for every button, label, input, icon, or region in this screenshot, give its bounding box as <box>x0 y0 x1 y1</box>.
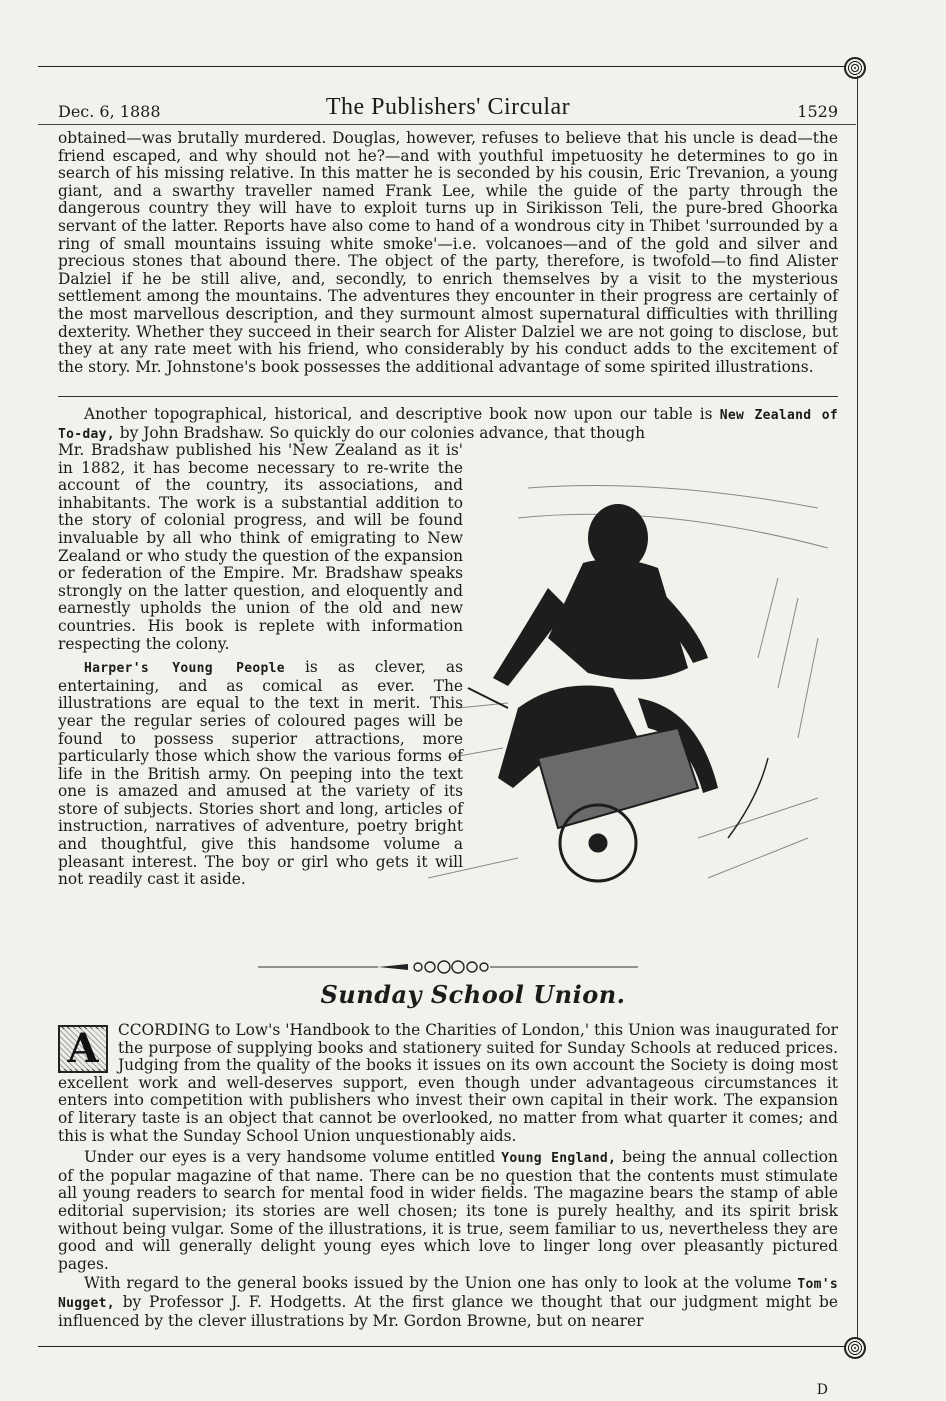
top-rule <box>38 66 856 67</box>
book-title-young-england: Young England, <box>501 1151 617 1167</box>
issue-date: Dec. 6, 1888 <box>58 102 161 121</box>
continuation-block <box>58 130 838 376</box>
dropcap-letter <box>58 1025 108 1073</box>
wheelbarrow-boy-illustration <box>398 458 840 936</box>
union-text-1: CCORDING to Low's 'Handbook to the Charities of London,' this Union was inaugurated for the purpose of supplying books and stationery suited for Sunday Schools at reduced prices. Judging from the quality of the books it issues on its own account the Society is doing most excellent work and well-deserves support, even though under advantageous circumstances it enters into competition with publishers who invest their own capital in their work. The expansion of literary taste is an object that cannot be overlooked, no matter from what quarter it comes; and this is what the Sunday School Union unquestionably aids. <box>58 1021 838 1145</box>
ornamental-divider <box>258 960 638 974</box>
union-text-2a: Under our eyes is a very handsome volume entitled <box>84 1148 496 1167</box>
page-header <box>58 94 838 126</box>
corner-ornament-icon <box>844 1337 866 1359</box>
page-number: 1529 <box>797 102 838 121</box>
book-title-harpers: Harper's Young People <box>84 661 285 677</box>
dropcap-glyph: A <box>60 1029 106 1069</box>
new-zealand-review <box>58 406 838 443</box>
new-zealand-body: Mr. Bradshaw published his 'New Zealand as it is' in 1882, it has become necessary to re-write the account of the country, its associations, and inhabitants. The work is a substantial addition to the story of colonial progress, and will be found invaluable by all who think of emigrating to New Zealand or who study the question of the expansion or federation of the Empire. Mr. Bradshaw speaks strongly on the latter question, and eloquently and earnestly upholds the union of the old and new countries. His book is replete with information respecting the colony. <box>58 441 463 653</box>
intro-text-cont: by John Bradshaw. So quickly do our colonies advance, that though <box>119 423 646 442</box>
signature-mark: D <box>816 1382 828 1398</box>
sunday-school-union-block <box>58 1022 838 1330</box>
book-title-toms-nugget: Tom's Nugget, <box>58 1277 838 1311</box>
union-text-2b: being the annual collection of the popular magazine of that name. There can be no question that the contents must stimulate all young readers to search for mental food in wider fields. The magazine bears the stamp of able editorial supervision; its stories are well chosen; its tone is purely healthy, and its spirit brisk without being vulgar. Some of the illustrations, it is true, seem familiar to us, nevertheless they are good and will generally delight young eyes which love to linger long over pleasantly pictured pages. <box>58 1148 838 1273</box>
bottom-rule <box>38 1346 856 1347</box>
continuation-paragraph: obtained—was brutally murdered. Douglas, however, refuses to believe that his uncle is dead—the friend escaped, and why should not he?—and with youthful impetuosity he determines to go in search of his missing relative. In this matter he is seconded by his cousin, Eric Trevanion, a young giant, and a swarthy traveller named Frank Lee, while the guide of the party through the dangerous country they will have to exploit turns up in Sirikisson Teli, the pure-bred Ghoorka servant of the latter. Reports have also come to hand of a wondrous city in Thibet 'surrounded by a ring of small mountains issuing white smoke'—i.e. volcanoes—and of the gold and silver and precious stones that abound there. The object of the party, therefore, is twofold—to find Alister Dalziel if he be still alive, and, secondly, to enrich themselves by a visit to the mysterious settlement among the mountains. The adventures they encounter in their progress are certainly of the most marvellous description, and they surmount almost supernatural difficulties with thrilling dexterity. Whether they succeed in their search for Alister Dalziel we are not going to disclose, but they at any rate meet with his friend, who considerably by his conduct adds to the excitement of the story. Mr. Johnstone's book possesses the additional advantage of some spirited illustrations. <box>58 129 838 376</box>
new-zealand-intro <box>58 406 838 443</box>
union-paragraph-1 <box>58 1022 838 1145</box>
journal-title: The Publishers' Circular <box>325 94 571 120</box>
section-rule <box>58 396 838 397</box>
section-heading: Sunday School Union. <box>320 980 626 1009</box>
union-paragraph-3 <box>58 1275 838 1330</box>
intro-text: Another topographical, historical, and descriptive book now upon our table is <box>84 405 713 423</box>
harpers-body: is as clever, as entertaining, and as comical as ever. The illustrations are equal to the text in merit. This year the regular series of coloured pages will be found to possess superior attractions, more particularly those which show the various forms of life in the British army. On peeping into the text one is amazed and amused at the variety of its store of subjects. Stories short and long, articles of instruction, narratives of adventure, poetry bright and thoughtful, give this handsome volume a pleasant interest. The boy or girl who gets it will not readily cast it aside. <box>58 658 463 889</box>
right-border-line <box>857 76 858 1356</box>
union-paragraph-2 <box>58 1149 838 1273</box>
union-text-3b: by Professor J. F. Hodgetts. At the first glance we thought that our judgment might be influenced by the clever illustrations by Mr. Gordon Browne, but on nearer <box>58 1292 838 1330</box>
corner-ornament-icon <box>844 57 866 79</box>
book-title-new-zealand: New Zealand of To-day, <box>58 408 838 442</box>
union-text-3a: With regard to the general books issued by the Union one has only to look at the volume <box>84 1274 792 1293</box>
